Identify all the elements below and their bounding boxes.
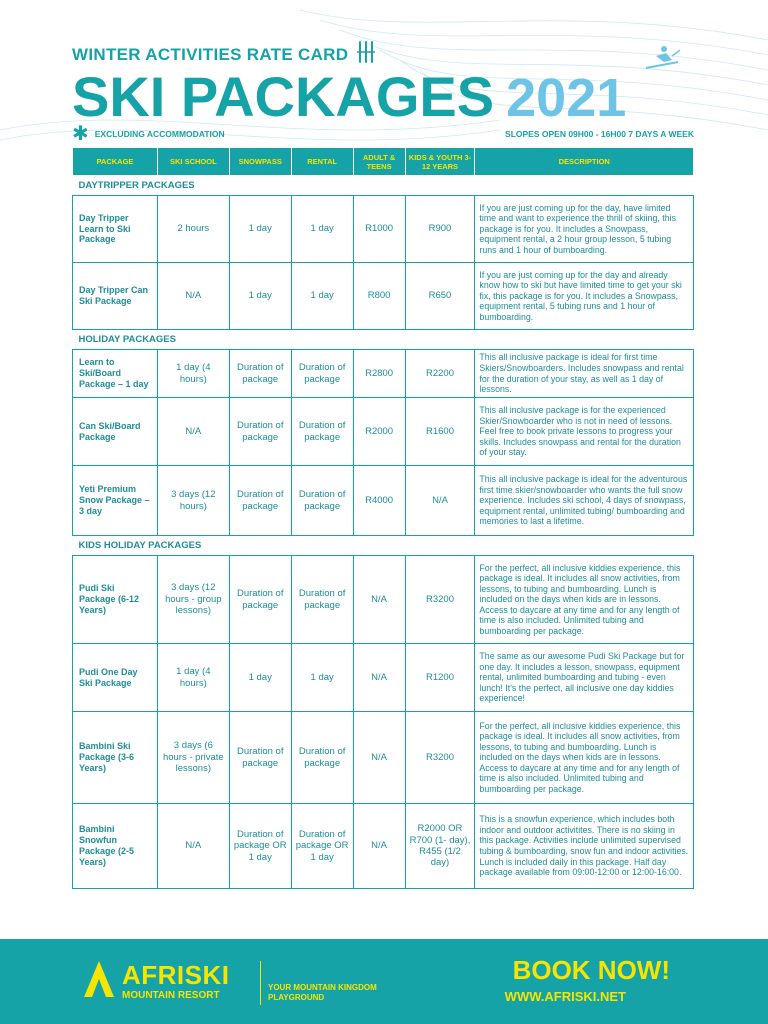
cell-adult: N/A (353, 644, 405, 712)
cell-package: Yeti Premium Snow Package – 3 day (73, 466, 158, 536)
table-row (73, 263, 694, 330)
cell-rental: 1 day (291, 196, 353, 263)
cell-ski-school: 3 days (12 hours - group lessons) (157, 556, 229, 644)
column-header: ADULT & TEENS (353, 148, 405, 176)
cell-adult: R800 (353, 263, 405, 330)
brand-name: AFRISKI (122, 960, 230, 990)
cell-description: This all inclusive package is ideal for the adventurous first time skier/snowboarder who wants the full snow experience. Includes ski school, 4 days of snowpass, equipment rental, unlimited tubing/ bumboarding and memories to last a lifetime. (475, 466, 694, 536)
table-row (73, 712, 694, 804)
cell-adult: R2000 (353, 398, 405, 466)
cell-ski-school: 3 days (12 hours) (157, 466, 229, 536)
cell-ski-school: N/A (157, 398, 229, 466)
cell-description: The same as our awesome Pudi Ski Package but for one day. It includes a lesson, snowpass, equipment rental, unlimited bumboarding and tubing - even lunch! It's the perfect, all inclusive one day kiddies experience! (475, 644, 694, 712)
cell-rental: Duration of package (291, 556, 353, 644)
table-row (73, 398, 694, 466)
section-title: HOLIDAY PACKAGES (73, 330, 694, 350)
cell-rental: Duration of package (291, 398, 353, 466)
website-link[interactable]: WWW.AFRISKI.NET (504, 989, 626, 1004)
footer (0, 939, 768, 1024)
table-header-row (73, 148, 694, 176)
cell-adult: N/A (353, 804, 405, 889)
brand-subtitle: MOUNTAIN RESORT (122, 990, 220, 1001)
cell-description: For the perfect, all inclusive kiddies experience, this package is ideal. It includes all snow activities, from lessons, to tubing and bumboarding. Lunch is included on the days when kids are in lessons. Access to daycare at any time and for any length of time is also included. Unlimited tubing and bumboarding per package. (475, 712, 694, 804)
cell-package: Pudi One Day Ski Package (73, 644, 158, 712)
afriski-logo[interactable] (82, 959, 230, 1004)
cell-ski-school: N/A (157, 263, 229, 330)
cell-rental: Duration of package (291, 466, 353, 536)
cell-adult: R2800 (353, 350, 405, 398)
cell-snowpass: 1 day (229, 263, 291, 330)
table-row (73, 644, 694, 712)
page-title: SKI PACKAGES (72, 65, 495, 128)
cell-adult: R1000 (353, 196, 405, 263)
cell-rental: Duration of package (291, 350, 353, 398)
table-row (73, 350, 694, 398)
cell-description: This all inclusive package is ideal for first time Skiers/Snowboarders. Includes snowpass and rental for the duration of your stay, as well as 1 day of lessons. (475, 350, 694, 398)
footer-divider (260, 961, 261, 1005)
accommodation-note: EXCLUDING ACCOMMODATION (94, 129, 225, 139)
cell-snowpass: Duration of package (229, 466, 291, 536)
cell-ski-school: N/A (157, 804, 229, 889)
cell-description: This is a snowfun experience, which includes both indoor and outdoor activitites. There is no skiing in this package. Activities include unlimited supervised tubing & bumboarding, snow fun and indoor activities. Lunch is included daily in this package. Half day package available from 09:00-12:00 or 12:00-16:00. (475, 804, 694, 889)
cell-snowpass: 1 day (229, 196, 291, 263)
cell-ski-school: 3 days (6 hours - private lessons) (157, 712, 229, 804)
column-header: KIDS & YOUTH 3-12 YEARS (405, 148, 475, 176)
cell-rental: Duration of package (291, 712, 353, 804)
page-header (72, 40, 702, 128)
cell-package: Can Ski/Board Package (73, 398, 158, 466)
cell-rental: 1 day (291, 644, 353, 712)
tagline: YOUR MOUNTAIN KINGDOM PLAYGROUND (268, 983, 377, 1002)
section-row (73, 536, 694, 556)
cell-package: Bambini Ski Package (3-6 Years) (73, 712, 158, 804)
cell-ski-school: 1 day (4 hours) (157, 644, 229, 712)
section-row (73, 176, 694, 196)
slopes-hours: SLOPES OPEN 09H00 - 16H00 7 DAYS A WEEK (505, 129, 694, 139)
cell-description: This all inclusive package is for the experienced Skier/Snowboarder who is not in need of lessons. Feel free to book private lessons to progress your skills. Includes snowpass and rental for the duration of your stay. (475, 398, 694, 466)
cell-snowpass: Duration of package OR 1 day (229, 804, 291, 889)
cell-package: Day Tripper Can Ski Package (73, 263, 158, 330)
cell-snowpass: 1 day (229, 644, 291, 712)
cell-kids: R1600 (405, 398, 475, 466)
column-header: DESCRIPTION (475, 148, 694, 176)
cell-kids: R900 (405, 196, 475, 263)
info-row (72, 124, 694, 144)
section-title: DAYTRIPPER PACKAGES (73, 176, 694, 196)
mountain-logo-icon (82, 959, 116, 1004)
section-title: KIDS HOLIDAY PACKAGES (73, 536, 694, 556)
cell-kids: N/A (405, 466, 475, 536)
column-header: SNOWPASS (229, 148, 291, 176)
skier-icon (642, 44, 682, 77)
cell-rental: 1 day (291, 263, 353, 330)
table-row (73, 804, 694, 889)
table-row (73, 466, 694, 536)
cell-adult: N/A (353, 556, 405, 644)
section-row (73, 330, 694, 350)
year: 2021 (506, 68, 627, 128)
cell-description: If you are just coming up for the day, have limited time and want to experience the thrill of skiing, this package is for you. It includes a Snowpass, equipment rental, a 2 hour group lesson, 5 tubing runs and 1 hour of bumboarding. (475, 196, 694, 263)
book-now-cta[interactable]: BOOK NOW! (512, 955, 670, 985)
column-header: RENTAL (291, 148, 353, 176)
column-header: SKI SCHOOL (157, 148, 229, 176)
cell-adult: R4000 (353, 466, 405, 536)
cell-kids: R1200 (405, 644, 475, 712)
cell-package: Bambini Snowfun Package (2-5 Years) (73, 804, 158, 889)
cell-snowpass: Duration of package (229, 398, 291, 466)
rate-table (72, 147, 694, 889)
cell-package: Learn to Ski/Board Package – 1 day (73, 350, 158, 398)
cell-package: Day Tripper Learn to Ski Package (73, 196, 158, 263)
subtitle: WINTER ACTIVITIES RATE CARD (72, 44, 349, 64)
cell-package: Pudi Ski Package (6-12 Years) (73, 556, 158, 644)
table-row (73, 196, 694, 263)
cell-ski-school: 1 day (4 hours) (157, 350, 229, 398)
cell-snowpass: Duration of package (229, 712, 291, 804)
cell-kids: R2200 (405, 350, 475, 398)
cell-description: For the perfect, all inclusive kiddies experience, this package is ideal. It includes all snow activities, from lessons, to tubing and bumboarding. Lunch is included on the days when kids are in lessons. Access to daycare at any time and for any length of time is also included. Unlimited tubing and bumboarding per package. (475, 556, 694, 644)
cell-ski-school: 2 hours (157, 196, 229, 263)
cell-description: If you are just coming up for the day and already know how to ski but have limited time to get your ski fix, this package is for you. It includes a Snowpass, equipment rental, 5 tubing runs and 1 hour of bumboarding. (475, 263, 694, 330)
table-row (73, 556, 694, 644)
cell-rental: Duration of package OR 1 day (291, 804, 353, 889)
cell-kids: R650 (405, 263, 475, 330)
cell-kids: R2000 OR R700 (1- day), R455 (1/2 day) (405, 804, 475, 889)
cell-snowpass: Duration of package (229, 350, 291, 398)
cell-kids: R3200 (405, 712, 475, 804)
asterisk-icon: ✱ (72, 123, 89, 145)
cell-snowpass: Duration of package (229, 556, 291, 644)
column-header: PACKAGE (73, 148, 158, 176)
cell-kids: R3200 (405, 556, 475, 644)
cell-adult: N/A (353, 712, 405, 804)
